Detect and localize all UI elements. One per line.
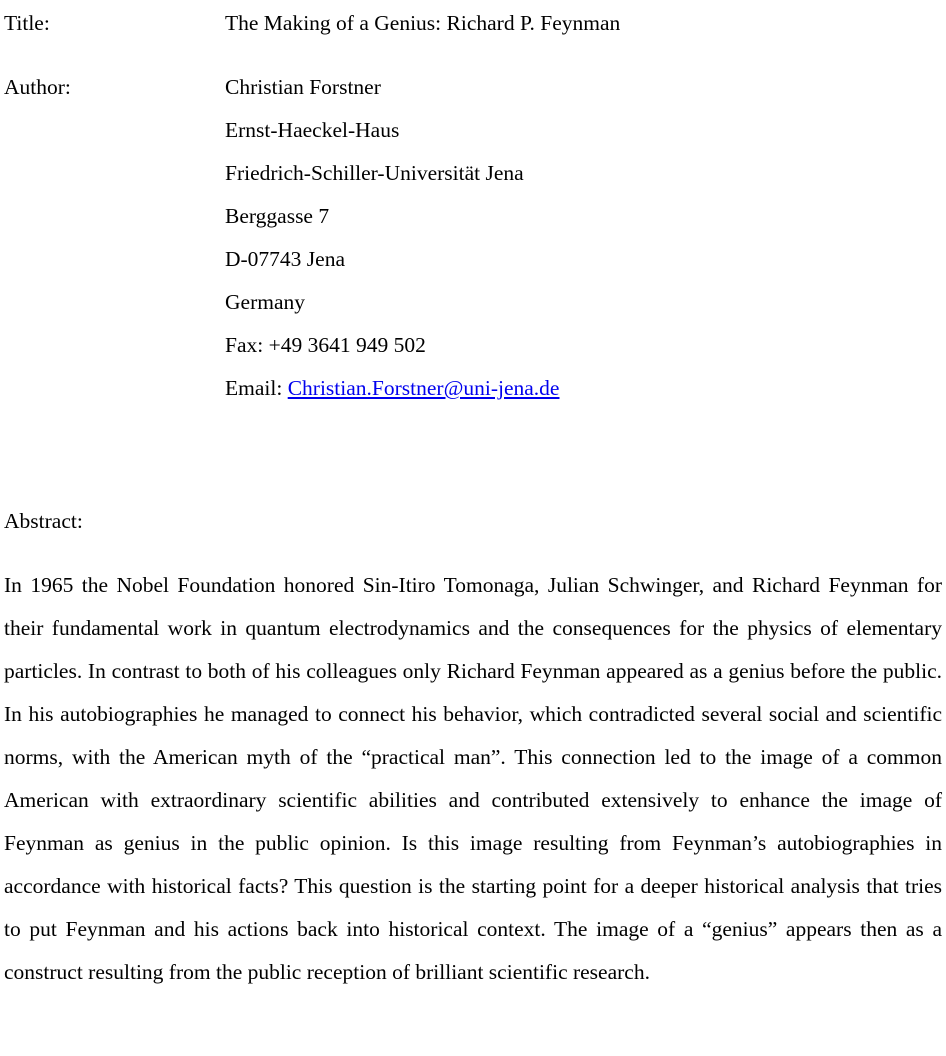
author-label: Author:: [4, 75, 71, 99]
author-email-line: [225, 367, 942, 410]
author-city: D-07743 Jena: [225, 247, 346, 271]
abstract-label: Abstract:: [4, 509, 83, 533]
email-label: Email:: [225, 376, 288, 400]
author-fax: Fax: +49 3641 949 502: [225, 333, 426, 357]
abstract-text: In 1965 the Nobel Foundation honored Sin-Itiro Tomonaga, Julian Schwinger, and Richard Feynman for their fundamental work in quantum electrodynamics and the consequences for the physics of elementary particles. In contrast to both of his colleagues only Richard Feynman appeared as a genius before the public. In his autobiographies he managed to connect his behavior, which contradicted several social and scientific norms, with the American myth of the “practical man”. This connection led to the image of a common American with extraordinary scientific abilities and contributed extensively to enhance the image of Feynman as genius in the public opinion. Is this image resulting from Feynman’s autobiographies in accordance with historical facts? This question is the starting point for a deeper historical analysis that tries to put Feynman and his actions back into historical context. The image of a “genius” appears then as a construct resulting from the public reception of brilliant scientific research.: [4, 573, 942, 984]
author-block: [225, 66, 942, 410]
title-row: [4, 2, 942, 45]
author-country: Germany: [225, 290, 305, 314]
title-value: The Making of a Genius: Richard P. Feynman: [225, 11, 621, 35]
author-name: Christian Forstner: [225, 75, 381, 99]
author-row: [4, 66, 942, 410]
email-link[interactable]: Christian.Forstner@uni-jena.de: [287, 376, 560, 400]
author-institute: Ernst-Haeckel-Haus: [225, 118, 400, 142]
title-label: Title:: [4, 11, 50, 35]
author-street: Berggasse 7: [225, 204, 330, 228]
author-university: Friedrich-Schiller-Universität Jena: [225, 161, 524, 185]
